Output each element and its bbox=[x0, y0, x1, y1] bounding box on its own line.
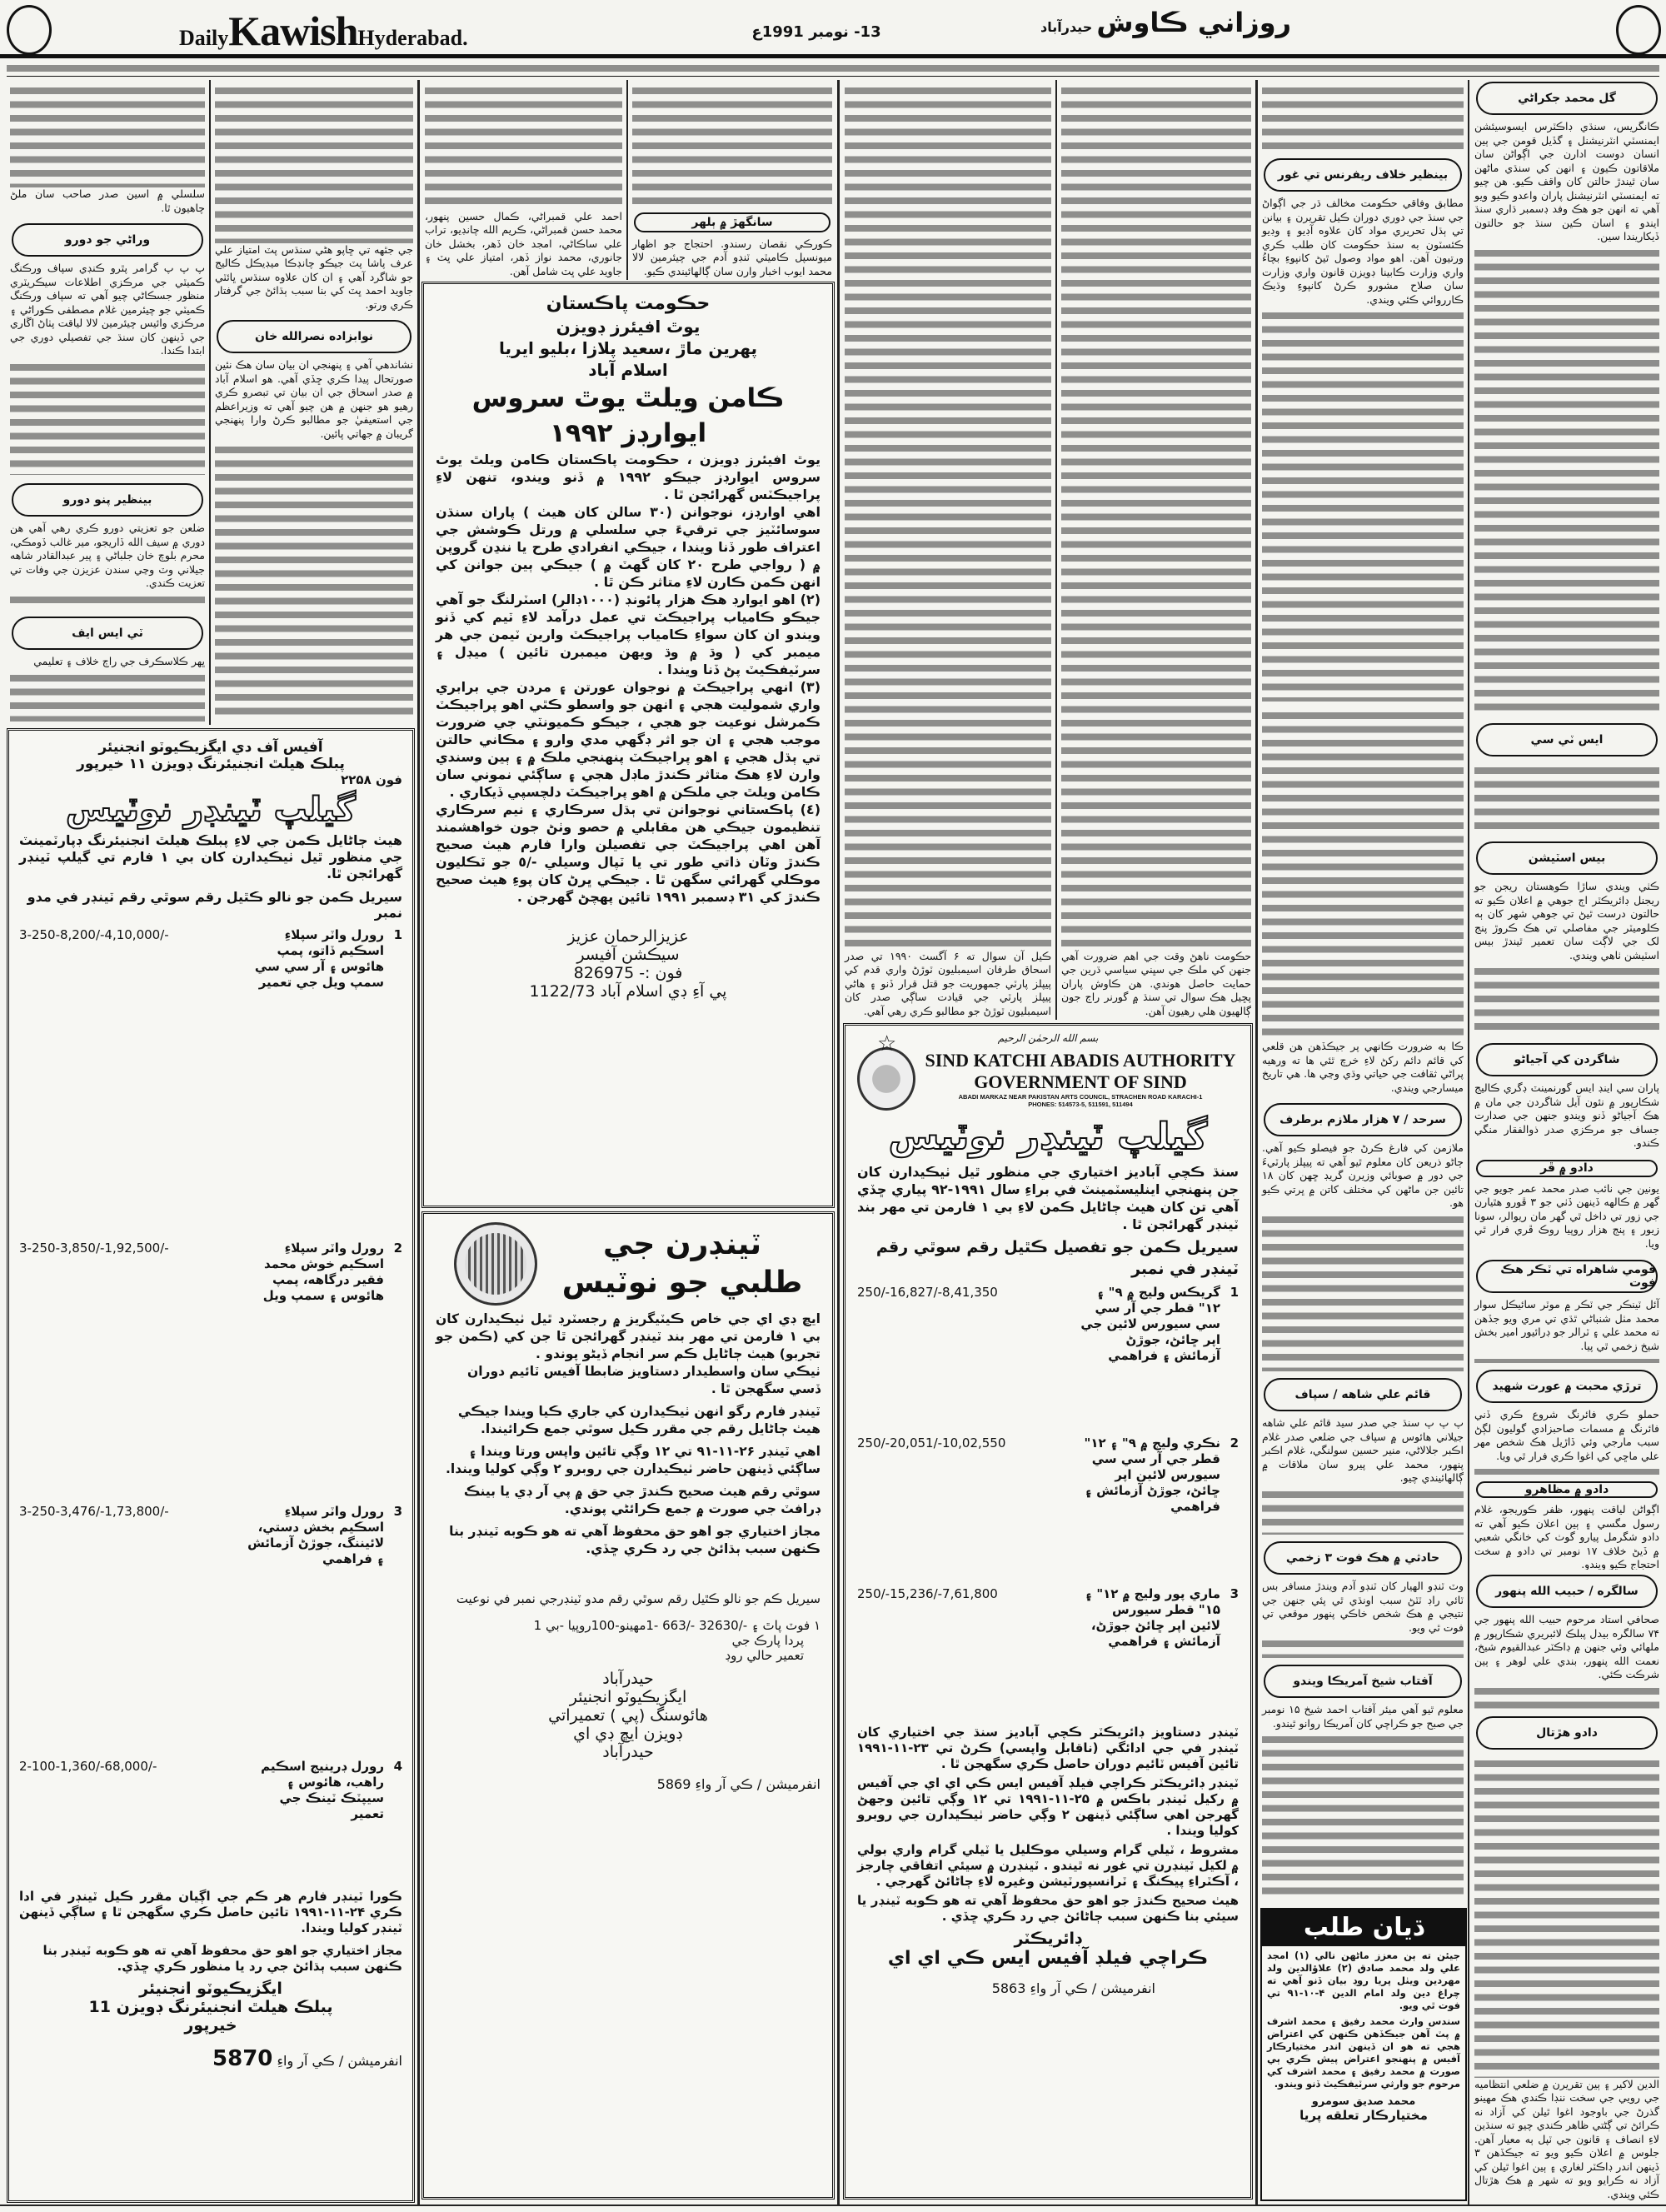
phone-label: فون :- bbox=[639, 964, 683, 982]
row-amounts: 250/-15,236/-7,61,800 bbox=[857, 1586, 998, 1601]
ad-paragraph: (٢) اهو ايوارڊ هڪ هزار پائونڊ (١٠٠٠ڊالر) اسٽرلنگ جو آهي جيڪو ڪامياب پراجيڪٽ تي عمل درآمد لاءِ ٽيم کي ڏنو ويندو ان کان سواءِ ڪامياب پراجيڪٽ وارين ٽيمن جي هر ميمبر کي ( وڌ ۾ وڌ ويهن ميمبرن تائين ) ميڊل ۽ سرٽيفڪيٽ پڻ ڏنا ويندا . bbox=[436, 592, 821, 677]
ad-reference bbox=[19, 2046, 402, 2071]
article-body: حڪومت ناهڻ وقت جي اهم ضرورت آهي جنهن کي ملڪ جي سڀني سياسي ڌرين جي حمايت حاصل هوندي. هن ڪاوش پاران پڇيل هڪ سوال تي سنڌ ۾ گورنر راڄ جون ڳالهيون هلي رهيون آهن. bbox=[1061, 949, 1251, 1017]
row-amounts: 250/-16,827/-8,41,350 bbox=[857, 1285, 998, 1300]
news-article bbox=[841, 80, 1055, 1020]
article-headline: دادو ۾ مظاهرو bbox=[1476, 1481, 1658, 1498]
ad-reference bbox=[857, 1980, 1239, 1996]
article-body: پاران سي اينڊ ايس گورنمينٽ ڊگري ڪاليج شڪارپور ۾ نئون آيل شاگردن جي مان ۾ هڪ آجياڻو ڏنو ويندو جنهن جي صدارت جساف جو مرڪزي صدر ذوالفقار منگي ڪندو. bbox=[1474, 1081, 1659, 1149]
ad-title: ڌيان طلب bbox=[1262, 1910, 1465, 1946]
news-article bbox=[1259, 705, 1467, 1096]
ad-table-header: سيريل ڪمن جو نالو ڪٿيل رقم سوٿي رقم ٽينڊر في مدو نمبر bbox=[27, 889, 402, 921]
ad-paragraph: يوٿ افيئرز ڊويزن ، حڪومت پاڪستان ڪامن ويلٿ يوٿ سروس ايوارڊز جيڪو ١٩٩٢ ۾ ڏنو ويندو، تنهن لاءِ پراجيڪٽس گهرائجن ٿا . bbox=[436, 452, 821, 502]
latin-title bbox=[179, 7, 468, 55]
ref-label: انفرميشن / ڪي آر واءِ bbox=[1030, 1980, 1155, 1996]
news-article bbox=[1471, 77, 1663, 718]
article-body: حملو ڪري فائرنگ شروع ڪري ڏني فائرنگ ۾ مسمات صاحبزادي گوليون لڳڻ سبب مارجي وئي ڏاڙيل هڪ شخص مهر علي ماڇي کي اغوا ڪري فرار ٿي ويا. bbox=[1474, 1408, 1659, 1462]
ad-table-header: سيريل ڪم جو نالو ڪٿيل رقم سوٿي رقم مدو ٽينڊرجي نمبر في نوعيت bbox=[456, 1591, 821, 1606]
youth-awards-ad bbox=[421, 282, 835, 1208]
article-body: جي جٿهه تي ڇاپو هڻي سنڌس پٽ امتياز علي عرف پاشا پٽ جيڪو چانڊڪا ميڊيڪل ڪاليج جو شاگرد آهي ۽ ان کان علاوه سنڌس ڀائٽي جاويد احمد ڀٽ کي بنا سبب ٻڌائڻ جي گرفتار ڪري ورتو. bbox=[215, 242, 413, 311]
ref-label: انفرميشن / ڪي آر واءِ bbox=[695, 1776, 821, 1792]
row-work: رورل واٽر سپلاءِ اسڪيم ڏاتو، پمپ هائوس ۽ آر سي سي سمپ ويل جي تعمير bbox=[254, 927, 384, 990]
article-body: ڀهر ڪلاسڪرف جي راڄ خلاف ۽ تعليمي bbox=[33, 655, 205, 667]
ad-title: ڪامن ويلٿ يوٿ سروس ايوارڊز ١٩٩٢ bbox=[471, 383, 785, 448]
article-headline: سرحد / ۷ هزار ملازم برطرف bbox=[1264, 1103, 1462, 1136]
tender-row bbox=[19, 927, 402, 1236]
ad-title bbox=[562, 1226, 803, 1302]
phone-number: 826975 bbox=[573, 964, 635, 982]
ad-designation: سيڪشن آفيسر bbox=[576, 946, 680, 964]
news-article bbox=[629, 80, 835, 280]
tender-row bbox=[857, 1436, 1239, 1581]
row-number: 2 bbox=[1230, 1436, 1239, 1451]
column-rule bbox=[417, 80, 420, 2205]
news-article bbox=[1259, 1536, 1467, 1660]
article-headline: سالگره / حبيب الله پنهور bbox=[1476, 1575, 1658, 1608]
news-article bbox=[1259, 1373, 1467, 1536]
article-headline: قائم علي شاهه / سپاف bbox=[1264, 1378, 1462, 1411]
right-ear-circle bbox=[1616, 5, 1661, 55]
article-body: معلوم ٿيو آهي ميئر آفتاب احمد شيخ ۱۵ نومبر جي صبح جو ڪراچي کان آمريڪا روانو ٿيندو. bbox=[1262, 1703, 1464, 1730]
article-body: آئل ٽينڪر جي ٽڪر ۾ موٽر سائيڪل سوار محمد مٺل شنباڻي ٿڌي تي مري ويو جڏهن ته محمد علي ۽ ٽرالر جو ڊرائيور امير بخش شيخ زخمي ٿي پيا. bbox=[1474, 1298, 1659, 1352]
article-headline: شاگردن کي آجياڻو bbox=[1476, 1043, 1658, 1076]
ad-paragraph: (٣) انهي پراجيڪٽ ۾ نوجوان عورتن ۽ مردن جي برابري واري شموليت هجي ۽ انهن جو واسطو ڪٿي اهو پراجيڪٽ ڪمرشل نوعيت جو هجي ، جيڪو ڪميونٽي جي ضرورت موجب هجي ۽ ان جو اثر ڊگهي مدي وارو ۽ مڪاني حالتن تي ٻڌل هجي ۽ اهو پراجيڪٽ پنهنجي ملڪ ۾ ۽ ٻين وسندي وارن لاءِ هڪ متاثر ڪندڙ ماڊل هجي ۽ ساڳئي نموني سان ڪامن ويلٿ جي ملڪن ۾ اهو پراجيڪٽ دلچسپي ڏيکاري . bbox=[436, 679, 821, 800]
article-body: ملازمن کي فارغ ڪرڻ جو فيصلو ڪيو آهي. ڄاڻو ذريعن کان معلوم ٿيو آهي ته پيپلز پارٽيءَ جي دور ۾ صوبائي وزيرن گريڊ ڇهن کان ۱۸ تائين جن ماڻهن کي مختلف کاتن ۾ ڀرتي ڪيو هو. bbox=[1262, 1141, 1464, 1209]
column-rule bbox=[1055, 80, 1057, 1020]
article-headline: نوابزاده نصرالله خان bbox=[217, 320, 412, 353]
ad-city: اسلام آباد bbox=[588, 360, 668, 380]
article-body: وٽ ٽنڊو الهيار کان ٽنڊو آدم ويندڙ مسافر بس ٽائي راڊ ٽٽڻ سبب اونڌي ٿي پئي جنهن جي نتيجي ۾ هڪ شخص خاڪي پنهور موقعي تي فوت ٿي ويو. bbox=[1262, 1580, 1464, 1634]
ad-address: پهرين ماڙ ،سعيد پلازا ،بليو ايريا bbox=[498, 338, 758, 358]
article-headline: بيس اسٽيشن bbox=[1476, 841, 1658, 875]
row-amounts: 3-250-3,476/-1,73,800/- bbox=[19, 1504, 169, 1519]
row-number: 3 bbox=[393, 1504, 402, 1519]
news-article bbox=[1471, 1570, 1663, 1711]
ad-paragraph: اهي اوارڊز، نوجوانن (٣٠ سالن کان هيٺ ) پاران سنڌن سوسائٽيز جي ترقيءَ جي سلسلي ۾ ورتل ڪوشش جي اعتراف طور ڏنا ويندا ، جيڪي انفرادي طرح يا ننڍن گروپن ۾ ( رواجي طرح ٢٠ کان گهٽ ۾ ) جيڪي ٻين جوانن کي انهن ڪمن ڪارن لاءِ متاثر ڪن ٿا . bbox=[436, 504, 821, 590]
skaa-tender-ad bbox=[843, 1023, 1253, 2200]
news-article bbox=[212, 80, 416, 313]
ref-number: 1122/73 bbox=[529, 982, 596, 1001]
title-kawish: Kawish bbox=[228, 7, 358, 54]
row-number: 1 bbox=[393, 927, 402, 942]
news-article bbox=[1471, 1711, 1663, 2203]
news-article bbox=[1471, 1365, 1663, 1476]
ad-signatory: ڪراچي فيلڊ آفيس ايس ڪي اي اي bbox=[887, 1948, 1209, 1969]
news-article bbox=[1471, 836, 1663, 1036]
article-headline: بينظير پنو دورو bbox=[12, 483, 203, 517]
news-article bbox=[1471, 1476, 1663, 1570]
ad-paragraph: ٽينڊر ڊائريڪٽر ڪراچي فيلڊ آفيس ايس ڪي اي اي جي آفيس ۾ رکيل ٽينڊر باڪس ۾ ۲۵-۱۱-۱۹۹۱ تي ۱۲ وڳي تائين وجهڻ گهرجن اهي ساڳئي ڏينهن ۲ وڳي حاضر ٺيڪيدارن جي روبرو کوليا ويندا . bbox=[857, 1775, 1239, 1838]
news-article bbox=[1259, 153, 1467, 703]
tender-row-detail: تعمير حالي روڊ bbox=[725, 1648, 804, 1663]
tender-row-detail: پردا پارڪ جي bbox=[731, 1633, 804, 1648]
article-body: ڪٺي ويندي ساڙا ڪوهستان ريجن جو ريجنل ڊائريڪٽر اڄ جوهي ۾ اعلان ڪيو ته حالتون درست ٿيڻ تي جوهي شهر کان ٻه ڪلوميٽر جي مفاصلي تي هڪ ڪروڙ پنج لک جي لاڳت سان تعمير ٿيندڙ بيس اسٽيشن ٺاهي ويندي. bbox=[1474, 880, 1659, 961]
ad-office: آفيس آف دي ايگزيڪيوٽو انجنيئر bbox=[98, 739, 323, 756]
org-phones: PHONES: 514573-5, 511591, 511494 bbox=[1028, 1101, 1133, 1108]
hda-seal-icon bbox=[454, 1222, 537, 1306]
ad-designation: مختيارڪار تعلقه پريا bbox=[1299, 2108, 1428, 2123]
news-article bbox=[7, 612, 208, 723]
article-body: نشاندهي آهي ۽ پنهنجي ان بيان سان هڪ نئين صورتحال پيدا ڪري ڇڏي آهي. هو اسلام آباد ۾ صدر اسحاق جي ان بيان تي تبصرو ڪري رهيو هو جنهن ۾ هن چيو آهي ته وزيراعظم جي استعيفيٰ جو مطالبو ڪرڻ وارا پنهنجي گريبان ۾ جهاتي پائين. bbox=[215, 358, 413, 440]
org-address: ABADI MARKAZ NEAR PAKISTAN ARTS COUNCIL, STRACHEN ROAD KARACHI-1 bbox=[958, 1093, 1203, 1101]
article-body: ڪيل آن سوال ته ۶ آگسٽ ۱۹۹۰ تي صدر اسحاق طرفان اسيمبليون ٽوڙڻ واري قدم کي پيپلز پارٽي جمهوريت جو قتل قرار ڏنو ۽ هاڻي پيپلز پارٽي جي قيادت ساڳي صدر کان اسيمبليون ٽوڙڻ جو مطالبو ڪري رهي آهي. bbox=[845, 949, 1051, 1017]
ad-paragraph: ايڇ ڊي اي جي خاص ڪيٽيگريز ۾ رجسٽرڊ ٿيل ٺيڪيدارن کان بي ۱ فارمن تي مهر بند ٽينڊر گهرائجن ٿا جن کي (ڪمن جو تجربو) هيٺ ڄاڻايل ڪم سر انجام ڏيڻو پوندو . bbox=[436, 1311, 821, 1361]
ref-number: 5869 bbox=[656, 1776, 691, 1792]
ad-org: حڪومت پاڪستان bbox=[546, 293, 711, 314]
ad-signatory: پبلڪ هيلٿ انجنيئرنگ ڊويزن 11 bbox=[88, 1998, 333, 2016]
ad-paragraph: مجاز اختياري جو اهو حق محفوظ آهي ته هو ڪوبه ٽينڊر بنا ڪنهن سبب ٻڌائڻ جي رد ڪري ڇڏي. bbox=[449, 1524, 821, 1556]
article-body: پ پ پ گرامر پٿرو ڪنڊي سپاف ورڪنگ ڪميٽي جي مرڪزي اطلاعات سيڪريٽري منظور جسڪاڻي چيو آهي ته سپاف ورڪنگ ڪميٽي جو چيئرمين غلام مصطفى ڪوراڻي ۽ مرڪزي وائيس چيئرمين لالا لياقت پٺاڻ اڱاري جي ڏينهن کان سنڌ جي تفصيلي دوري جي ابتدا ڪندا. bbox=[10, 262, 205, 357]
article-body: يونين جي نائب صدر محمد عمر جويو جي گهر ۾ ڪالهه ڏينهن ڏٺي جو ۳ ڦورو هٿيارن جي زور تي داخل ٿي گهر مان ريوالر، سونا زيور ۽ پنج هزار روپيا روڪ ڦري فرار ٿي ويا. bbox=[1474, 1181, 1659, 1250]
ad-intro: هيٺ ڄاڻايل ڪمن جي لاءِ پبلڪ هيلٿ انجنيئرنگ ڊپارٽمينٽ جي منظور ٿيل ٺيڪيدارن کان بي ۱ فارم تي گيلپ ٽينڊر گهرائجن ٿا. bbox=[19, 832, 402, 881]
news-article bbox=[1259, 80, 1467, 153]
sindhi-title bbox=[1040, 7, 1291, 38]
ad-paragraph: (٤) پاڪستاني نوجوانن تي ٻڌل سرڪاري ۽ نيم سرڪاري تنظيمون جيڪي هن مقابلي ۾ حصو وٺڻ جون خواهشمند آهن اهي پراجيڪٽ جي تفصيلن وارا فارم هيٺ صحيح ڪندڙ وٽان ذاتي طور تي يا ٽپال وسيلي -/٥ جو ٽڪليون موڪلي گهرائي سگهن ٿا . جيڪي ڀرڻ کان پوءِ هيٺ صحيح ڪندڙ کي ٣١ ڊسمبر ١٩٩١ تائين پهچڻ گهرجن . bbox=[436, 801, 821, 905]
ad-signatory: عزيزالرحمان عزيز bbox=[567, 927, 689, 946]
ad-signatory: محمد صديق سومرو bbox=[1311, 2095, 1416, 2108]
tender-row bbox=[19, 1504, 402, 1754]
row-work: نڪري وليج ۾ ۹" ۽ ۱۲" قطر جي آر سي سي سيورس لائين اپر ڇائڻ، جوڙڻ آزمائش ۽ فراهمي bbox=[1084, 1436, 1220, 1514]
tender-row bbox=[857, 1285, 1239, 1431]
ad-phone bbox=[436, 964, 821, 982]
org-heading bbox=[922, 1050, 1239, 1108]
ad-paragraph: مشروط ، ٽيلي گرام وسيلي موڪليل يا ٽيلي گرام واري بولي ۾ لکيل ٽينڊرن تي غور نه ٿيندو . ٽينڊرن ۾ سيئي اتفاقي چارجز ، آڪٽراءِ پيڪنگ ۽ ٽرانسپورٽيشن وغيره لاءِ ڄاڻائڻ گهرجي . bbox=[857, 1842, 1239, 1889]
ad-paragraph: سندس وارث محمد رفيق ۽ محمد اشرف ۾ پٽ آهن جيڪڏهن ڪنهن کي اعتراض هجي ته هو ان ڏينهن اندر مختيارڪار آفيس ۾ پنهنجو اعتراض پيش ڪري ٻي صورت ۾ محمد رفيق ۽ محمد اشرف کي مرحوم جو وارثي سرٽيفڪيٽ ڏنو ويندو. bbox=[1267, 2015, 1460, 2090]
news-article bbox=[1471, 1155, 1663, 1255]
bismillah: بسم الله الرحمٰن الرحيم bbox=[997, 1032, 1099, 1044]
sindh-govt-emblem-icon: ☆ bbox=[857, 1047, 915, 1111]
article-headline: سانگهڙ ۾ ٻلهر bbox=[634, 212, 831, 232]
ref-label: پي آءِ ڊي اسلام آباد bbox=[600, 982, 727, 1001]
ref-number: 5870 bbox=[212, 2046, 273, 2071]
ad-reference bbox=[436, 1776, 821, 1792]
news-article bbox=[421, 80, 626, 280]
phe-tender-ad bbox=[7, 728, 415, 2203]
ad-paragraph: ٺيڪي سان واسطيدار دستاويز ضابطا آفيس ٽائيم دوران ڏسي سگهجن ٿا . bbox=[466, 1364, 821, 1396]
article-body: ڪا به ضرورت ڪانهي پر جيڪڏهن هن قلعي کي قائم دائم رکڻ لاءِ خرچ ٿئي ها ته ورهيه پراڻي ثقافت جي حياتي وڌي وڃي ها. هي تاريخ ميسارجي ويندي. bbox=[1262, 1040, 1464, 1094]
ad-table-header: سيريل ڪمن جو تفصيل ڪٿيل رقم سوٿي رقم ٽينڊر في نمبر bbox=[875, 1238, 1239, 1278]
ad-signatory: خيرپور bbox=[184, 2016, 237, 2035]
row-number: 1 bbox=[1230, 1285, 1239, 1300]
article-body: الدين لاکير ۽ ٻين تقريرن ۾ ضلعي انتظاميه جي رويي جي سخت ننڊا ڪندي هڪ مهينو گذرڻ جي باوجود اغوا ٿيلن کي آزاد نه ڪرائڻ تي ڳڻتي ظاهر ڪندي چيو ته سنڌين لاءِ انصاف ۽ قانون جي ٽپل ٻه معيار آهن. جلوس ۾ اعلان ڪيو ويو ته جيڪڏهن ۳ ڏينهن اندر ڊاڪٽر لغاري ۽ ٻين اغوا ٿيلن کي آزاد نه ڪرايو ويو ته شهر ۾ هڪ هڙتال ڪئي ويندي. bbox=[1474, 2077, 1659, 2200]
article-body: سلسلي ۾ اسين صدر صاحب سان ملڻ چاهيون ٿا. bbox=[10, 187, 205, 214]
row-amounts: 3-250-3,850/-1,92,500/- bbox=[19, 1241, 169, 1256]
ad-reference bbox=[436, 982, 821, 1001]
attention-notice-ad bbox=[1260, 1908, 1467, 2201]
row-work: رورل ڊرينيج اسڪيم راهب، هائوس ۽ سيپٽڪ ٽينڪ جي تعمير bbox=[261, 1759, 384, 1821]
ad-reserve: مجاز اختياري جو اهو حق محفوظ آهي ته هو ڪوبه ٽينڊر بنا ڪنهن سبب ٻڌائڻ جي رد يا منظور ڪري ڇڏي. bbox=[42, 1943, 402, 1974]
article-body: مطابق وفاقي حڪومت مخالف ڌر جي اڳواڻ جي سنڌ جي دوري دوران ڪيل تقريرن ۽ بيانن تي ٻڌل تحريري مواد کان علاوه آڊيو ۽ وڊيو ڪئسٽون به سنڌ حڪومت کان طلب ڪري ورتيون آهن. اهو مواد وصول ٿيڻ کانپوءِ بچاءُ واري وزارت ڪابينا ڊويزن قانون واري وزارت سان صلاح مشورو ڪرڻ کانپوءِ وڌيڪ ڪارروائي ڪئي ويندي. bbox=[1262, 197, 1464, 306]
teaser-strip bbox=[7, 62, 1659, 77]
news-article bbox=[1058, 80, 1254, 1020]
news-article bbox=[1259, 1660, 1467, 1903]
title-city: Hyderabad. bbox=[357, 26, 468, 50]
row-amounts: 250/-20,051/-10,02,550 bbox=[857, 1436, 1006, 1451]
row-work: ماري پور وليج ۾ ۱۲" ۽ ۱۵" قطر سيورس لائين اپر ڇائڻ جوڙڻ، آزمائش ۽ فراهمي bbox=[1085, 1586, 1220, 1649]
article-body: پ پ پ سنڌ جي صدر سيد قائم علي شاهه جيلاني هائوس ۾ سپاف جي ضلعي صدر غلام اڪبر جلالاڻي، منير حسين سولنگي، غلام اڪبر پنهور، محمد علي پيرو سان ملاقات ۾ ڳالهائيندي چيو. bbox=[1262, 1416, 1464, 1484]
ad-signatory: ايگزيڪيوٽو انجنيئر bbox=[569, 1688, 687, 1706]
row-work: رورل واٽر سپلاءِ اسڪيم بخش دستي، لائيننگ، جوڙڻ آزمائش ۽ فراهمي bbox=[247, 1504, 384, 1566]
row-amounts: 2-100-1,360/-68,000/- bbox=[19, 1759, 157, 1774]
masthead bbox=[0, 0, 1666, 58]
article-headline: گل محمد جکراڻي bbox=[1476, 82, 1658, 115]
ad-paragraph: ٽينڊر دستاويز ڊائريڪٽر ڪچي آباديز سنڌ جي اختياري کان ٽينڊر في جي ادائگي (ناقابل واپسي) ڪرڻ تي ۲۳-۱۱-۱۹۹۱ تائين آفيس ٽائيم دوران حاصل ڪري سگهجن ٿا . bbox=[857, 1725, 1239, 1771]
article-body: احمد علي قمبراڻي، ڪمال حسين پنهور، محمد حسن قمبراڻي، ڪريم الله چانڊيو، تراب علي ساڪاڻي، امجد خان ڏهر، بخشل خان جانوري، محمد نواز ڏهر، امتياز علي ڀٽ ۽ جاويد علي ڀٽ شامل آهن. bbox=[425, 209, 622, 277]
left-ear-circle bbox=[7, 5, 52, 55]
row-number: 2 bbox=[393, 1241, 402, 1256]
news-article bbox=[7, 218, 208, 477]
news-article bbox=[1471, 718, 1663, 836]
ad-signatory: ڊائريڪٽر bbox=[1014, 1930, 1082, 1948]
article-body: اڳواڻن لياقت پنهور، ظفر ڪوريجو، غلام رسول مگسي ۽ ٻين اعلان ڪيو آهي ته دادو شگرمل پيارو گوٺ کي خانگي شعبي ۾ ڏيڻ خلاف ۱۷ نومبر تي دادو ۾ سخت احتجاج ڪيو ويندو. bbox=[1474, 1503, 1659, 1570]
ad-paragraph: اهي ٽينڊر ۲۶-۱۱-۹۱ تي ۱۲ وڳي تائين واپس ورتا ويندا ۽ ساڳئي ڏينهن حاضر ٺيڪيدارن جي روبرو ۲ وڳي کوليا ويندا. bbox=[446, 1444, 821, 1476]
tender-row bbox=[19, 1241, 402, 1499]
ad-title: گيلپ ٽينڊر نوٽيس bbox=[888, 1116, 1208, 1158]
ad-terms: ڪورا ٽينڊر فارم هر ڪم جي اڳيان مقرر ڪيل ٽينڊر في ادا ڪري ۲۴-۱۱-۱۹۹۱ تائين حاصل ڪري سگهجن ٿا ۽ ساڳي ڏينهن ٽينڊر کوليا ويندا. bbox=[19, 1889, 402, 1935]
page-bottom-rule bbox=[0, 2205, 1666, 2206]
article-headline: ٽي ايس ايف bbox=[12, 617, 203, 650]
column-rule bbox=[626, 80, 628, 280]
tender-row bbox=[19, 1759, 402, 1884]
ref-number: 5863 bbox=[991, 1980, 1026, 1996]
row-number: 3 bbox=[1230, 1586, 1239, 1601]
article-headline: وراڻي جو دورو bbox=[12, 223, 203, 257]
row-work: رورل واٽر سپلاءِ اسڪيم خوش محمد فقير درگاهه، پمپ هائوس ۽ سمپ ويل bbox=[262, 1241, 384, 1303]
ad-paragraph: جيئن ته ٻن معزز ماڻهن نالي (۱) امجد علي ولد محمد صادق (۲) علاؤالدين ولد مهردين ويٺل پريا روڊ بيان ڏنو آهي ته چراغ دين ولد امام الدين ۴-۱۰-۹۱ تي فوت ٿي ويو. bbox=[1267, 1950, 1460, 2011]
article-headline: قومي شاهراه تي ٽڪر هڪ فوت bbox=[1476, 1260, 1658, 1293]
ad-title-line: ٽينڊرن جي bbox=[602, 1227, 762, 1261]
ad-paragraph: هيٺ صحيح ڪندڙ جو اهو حق محفوظ آهي ته هو ڪوبه ٽينڊر يا سيئي بنا ڪنهن سبب ڄاڻائڻ جي رد ڪري ڇڏي . bbox=[857, 1893, 1239, 1924]
ad-title-line: طلبي جو نوٽيس bbox=[561, 1266, 803, 1300]
column-rule bbox=[837, 80, 840, 2205]
column-rule bbox=[1255, 80, 1258, 2205]
ad-title: گيلپ ٽينڊر نوٽيس bbox=[66, 791, 356, 829]
ref-label: انفرميشن / ڪي آر واءِ bbox=[277, 2053, 402, 2069]
ad-phone: فون ۲۲۵۸ bbox=[341, 772, 402, 787]
ad-office: پبلڪ هيلٿ انجنيئرنگ ڊويزن ۱۱ خيرپور bbox=[77, 756, 345, 772]
news-article bbox=[1471, 1255, 1663, 1365]
article-headline: حادثي ۾ هڪ فوت ۳ زخمي bbox=[1264, 1541, 1462, 1575]
org-government: GOVERNMENT OF SIND bbox=[974, 1071, 1187, 1092]
article-headline: ايس ٽي سي bbox=[1476, 723, 1658, 756]
ad-signatory: ايگزيڪيوٽو انجنيئر bbox=[139, 1980, 282, 1998]
article-body: ڪورڪي نقصان رسندو. احتجاج جو اظهار ميونسپل ڪاميٽي ٽنڊو آدم جي چيئرمين لالا محمد ايوب اخبار وارن سان ڳالهائيندي ڪيو. bbox=[632, 237, 832, 277]
column-rule bbox=[1468, 80, 1469, 2205]
article-headline: ترڙي محبت ۾ عورت شهيد bbox=[1476, 1370, 1658, 1403]
article-body: ڪانگريس، سنڌي ڊاڪٽرس ايسوسيئشن ايمنسٽي انٽرنيشنل ۽ گڏيل قومن جي ٻين انسان دوست ادارن جي اڳواڻن سان ملاقاتون ڪيون ۽ انهن کي سنڌي ماڻهن سان ٿيندڙ حالتن کان واقف ڪيو. هن چيو ته ايمنسٽي انٽرنيشنل پاران واعدو ڪيو ويو آهي ته انهن جو هڪ وفد ڊسمبر ڌاري سنڌ ايندو ۽ اسان ڪين سنڌ جو حالتون ڏيکاريندا سين. bbox=[1474, 120, 1659, 242]
column-rule bbox=[209, 80, 211, 725]
row-amounts: 3-250-8,200/-4,10,000/- bbox=[19, 927, 169, 942]
ad-division: يوٿ افيئرز ڊويزن bbox=[556, 317, 701, 337]
sindhi-title-city: حيدرآباد bbox=[1040, 19, 1093, 35]
ad-paragraph: ٽينڊر فارم رگو انهن ٺيڪيدارن کي جاري ڪيا ويندا جيڪي هيٺ ڄاڻايل رقم جي مقرر ڪيل سوٿي جمع ڪرائيندا. bbox=[457, 1404, 821, 1436]
sindhi-title-main: روزاني ڪاوش bbox=[1096, 7, 1291, 38]
news-article bbox=[212, 315, 416, 723]
ad-paragraph: سوٿي رقم هيٺ صحيح ڪندڙ جي حق ۾ پي آر ڊي يا بينڪ ڊرافٽ جي صورت ۾ جمع ڪرائڻي پوندي. bbox=[463, 1484, 821, 1516]
article-body: ضلعن جو تعزيتي دورو ڪري رهي آهي هن دوري ۾ سيف الله ڏاريجو، مير غالب ڏومڪي، محرم بلوچ خان جلباڻي ۽ پير عبدالقادر شاهه جيلاني وٽ وڃي سندن عزيزن جي وفات تي تعزيت ڪندي. bbox=[10, 522, 205, 589]
news-article bbox=[1259, 1098, 1467, 1373]
article-headline: دادو هڙتال bbox=[1476, 1716, 1658, 1750]
article-body: صحافي استاد مرحوم حبيب الله پنهور جي ۷۴ سالگره بيدل پبلڪ لائبريري شڪارپور ۾ ملهائي وئي جنهن ۾ ڊاڪٽر عبدالقيوم شيخ، نعمت الله پنهور، بندي علي لوهر ۽ ٻين شرڪت ڪئي. bbox=[1474, 1613, 1659, 1680]
news-article bbox=[7, 478, 208, 612]
issue-date: 13- نومبر 1991ع bbox=[751, 23, 881, 41]
news-article bbox=[1471, 1038, 1663, 1155]
row-work: گريڪس وليج ۾ ۹" ۽ ۱۲" قطر جي آر سي سي سيورس لائين جي اپر ڇائڻ، جوڙڻ آزمائش ۽ فراهمي bbox=[1080, 1285, 1220, 1363]
article-headline: آفتاب شيخ آمريڪا ويندو bbox=[1264, 1665, 1462, 1698]
title-daily: Daily bbox=[179, 26, 229, 50]
article-headline: دادو ۾ ڦر bbox=[1476, 1160, 1658, 1177]
org-name: SIND KATCHI ABADIS AUTHORITY bbox=[925, 1050, 1236, 1071]
tender-row bbox=[857, 1586, 1239, 1720]
row-number: 4 bbox=[393, 1759, 402, 1774]
tender-row: ۱ فوٽ پاٿ ۽ -/32630 -/663 -1مهينو-100روپيا -بي 1 bbox=[533, 1618, 821, 1633]
news-article bbox=[7, 80, 208, 217]
ad-signatory: ڊويزن ايڇ ڊي اي bbox=[573, 1725, 683, 1743]
ad-intro: سنڌ ڪچي آباديز اختياري جي منظور ٿيل ٺيڪيدارن کان جن پنهنجي اينليسٽمينٽ في براءِ سال ۱۹۹۱-۹۲ پياري ڇڏي آهي تن کان هيٺ ڄاڻايل ڪمن لاءِ بي ۱ فارمن تي مهر بند ٽينڊر گهرائجن ٿا . bbox=[857, 1164, 1240, 1232]
ad-signatory: حيدرآباد bbox=[602, 1670, 654, 1688]
article-headline: بينظير خلاف ريفرنس تي غور bbox=[1264, 158, 1462, 192]
ad-signatory: حيدرآباد bbox=[602, 1743, 654, 1761]
ad-signatory: هائوسنگ (پي ) تعميراتي bbox=[548, 1706, 708, 1725]
hda-tender-ad bbox=[421, 1211, 835, 2200]
